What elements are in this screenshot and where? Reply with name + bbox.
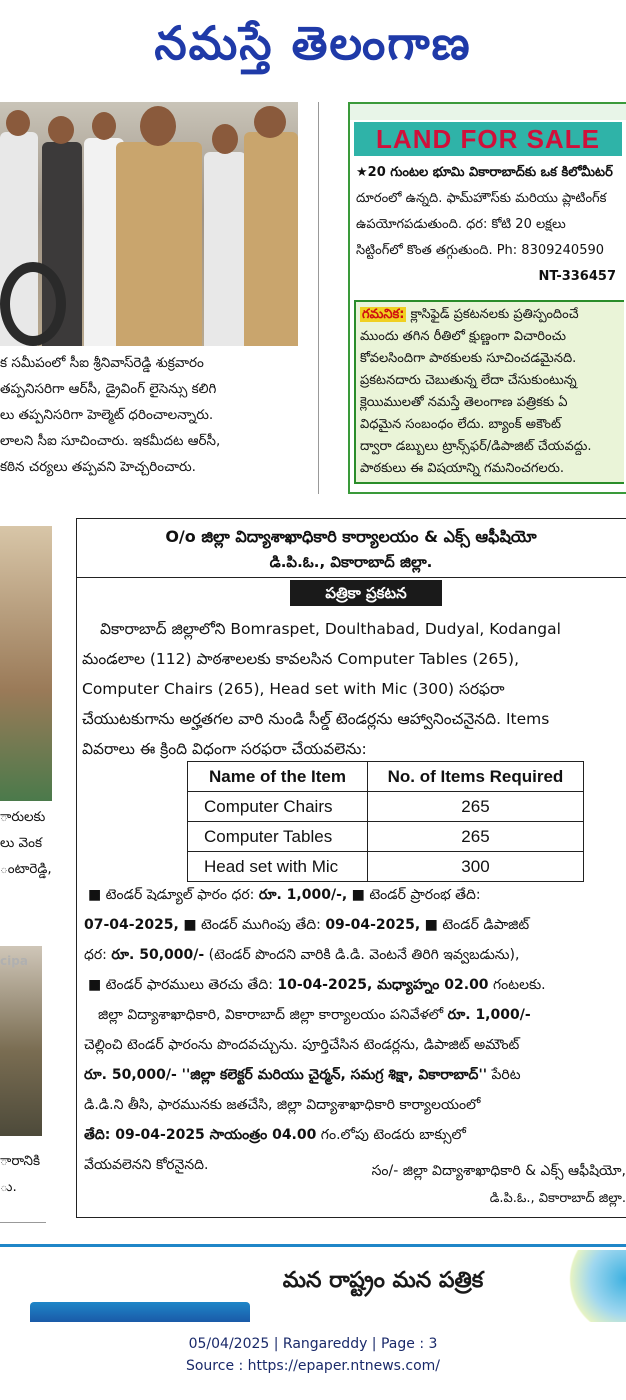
- ad-line: సిట్టింగ్‌లో కొంత తగ్గుతుంది. Ph: 8309240590: [356, 243, 605, 258]
- left-news-photo: [0, 526, 52, 801]
- disclaimer-line: క్లెయిములతో నమస్తే తెలంగాణ పత్రికకు ఏ: [360, 395, 568, 410]
- table-header-row: [188, 762, 584, 792]
- tender-intro: [82, 614, 626, 764]
- edition-info: 05/04/2025 | Rangareddy | Page : 3: [188, 1336, 438, 1352]
- item-name: Computer Chairs: [188, 792, 368, 822]
- story-line: తప్పనిసరిగా ఆర్‌సీ, డ్రైవింగ్ లైసెన్సు కలిగి: [0, 381, 217, 397]
- left-rule: [0, 1222, 46, 1223]
- signature-designation: డి.పి.ఓ., వికారాబాద్ జిల్లా.: [489, 1191, 626, 1206]
- title-divider: [76, 577, 626, 578]
- item-count: 300: [367, 852, 583, 882]
- column-header: Name of the Item: [188, 762, 368, 792]
- newspaper-title: నమస్తే తెలంగాణ: [154, 16, 472, 70]
- item-name: Head set with Mic: [188, 852, 368, 882]
- story-line: క సమీపంలో సీఐ శ్రీనివాస్‌రెడ్డి శుక్రవారం: [0, 355, 204, 371]
- detail-line: వేయవలెనని కోరనైనది.: [84, 1157, 209, 1173]
- ad-title: LAND FOR SALE: [354, 122, 622, 156]
- detail-line: ధర: రూ. 50,000/- (టెండర్ పొందని వారికి డి.డి. వెంటనే తిరిగి ఇవ్వబడును),: [84, 947, 520, 963]
- snippet-line: ంటారెడ్డి,: [0, 861, 52, 877]
- ad-line: దూరంలో ఉన్నది. ఫామ్‌హౌస్‌కు మరియు ప్లాటింగ్‌క: [356, 191, 607, 206]
- disclaimer-line: పాఠకులు ఈ విషయాన్ని గమనించగలరు.: [360, 461, 565, 476]
- intro-line: Computer Chairs (265), Head set with Mic (300) సరఫరా: [82, 680, 505, 698]
- intro-line: వివరాలు ఈ క్రింది విధంగా సరఫరా చేయవలెను:: [82, 740, 367, 758]
- detail-line: తేది: 09-04-2025 సాయంత్రం 04.00 గం.లోపు టెండరు బాక్సులో: [84, 1127, 466, 1143]
- table-row: [188, 822, 584, 852]
- classified-disclaimer: [354, 300, 624, 484]
- left-story-snippet: [0, 804, 52, 882]
- column-divider: [318, 102, 319, 494]
- intro-line: చేయుటకుగాను అర్హతగల వారి నుండి సీల్డ్ టెండర్లను ఆహ్వానించనైనది. Items: [82, 710, 550, 728]
- table-row: [188, 852, 584, 882]
- office-subtitle: డి.పి.ఓ., వికారాబాద్ జిల్లా.: [269, 553, 433, 571]
- intro-line: వికారాబాద్ జిల్లాలోని Bomraspet, Doulthabad, Dudyal, Kodangal: [100, 620, 561, 638]
- news-photo: [0, 102, 298, 346]
- detail-line: చెల్లించి టెండర్ ఫారంను పొందవచ్చును. పూర్తిచేసిన టెండర్లను, డిపాజిట్ అమౌంట్: [84, 1037, 520, 1053]
- land-for-sale-ad: [348, 102, 626, 494]
- intro-line: మండలాల (112) పాఠశాలలకు కావలసిన Computer Tables (265),: [82, 650, 520, 668]
- snippet-line: లు వెంక: [0, 835, 43, 851]
- ad-line: ★20 గుంటల భూమి వికారాబాద్‌కు ఒక కిలోమీటర్: [356, 165, 613, 180]
- story-line: కఠిన చర్యలు తప్పవని హెచ్చరించారు.: [0, 459, 196, 475]
- disclaimer-line: ప్రకటనదారు చెబుతున్న లేదా చేసుకుంటున్న: [360, 373, 577, 388]
- photo-caption-fragment: cipa: [0, 954, 28, 968]
- detail-line: రూ. 50,000/- ''జిల్లా కలెక్టర్ మరియు చైర్మన్, సమగ్ర శిక్షా, వికారాబాద్'' పేరిట: [84, 1067, 521, 1083]
- snippet-line: ారులకు: [0, 809, 46, 825]
- ad-top-strip: [350, 104, 626, 120]
- snippet-line: ారానికి: [0, 1153, 41, 1169]
- detail-line: డి.డి.ని తీసి, ఫారమునకు జతచేసి, జిల్లా విద్యాశాఖాధికారి కార్యాలయంలో: [84, 1097, 481, 1113]
- masthead: [0, 0, 626, 90]
- detail-line: 07-04-2025, ■ టెండర్ ముగింపు తేది: 09-04-2025, ■ టెండర్ డిపాజిట్: [84, 917, 530, 933]
- disclaimer-line: విధమైన సంబంధం లేదు. బ్యాంక్ అకౌంట్: [360, 417, 562, 432]
- source-link[interactable]: Source : https://epaper.ntnews.com/: [185, 1358, 441, 1374]
- item-count: 265: [367, 822, 583, 852]
- detail-line: జిల్లా విద్యాశాఖాధికారి, వికారాబాద్ జిల్లా కార్యాలయం పనివేళలో రూ. 1,000/-: [98, 1007, 531, 1023]
- ad-code: NT-336457: [538, 269, 616, 284]
- ad-line: ఉపయోగపడుతుంది. ధర: కోటి 20 లక్షలు: [356, 217, 566, 232]
- detail-line: ■ టెండర్ షెడ్యూల్ ఫారం ధర: రూ. 1,000/-, ■ టెండర్ ప్రారంభ తేది:: [88, 887, 481, 903]
- items-table: [187, 761, 584, 882]
- disclaimer-line: ద్వారా డబ్బులు ట్రాన్స్‌ఫర్/డిపాజిట్ చేయవద్దు.: [360, 439, 592, 454]
- item-name: Computer Tables: [188, 822, 368, 852]
- disclaimer-label: గమనిక:: [362, 307, 405, 322]
- item-count: 265: [367, 792, 583, 822]
- story-line: లాలని సీఐ సూచించారు. ఇకమీదట ఆర్‌సీ,: [0, 433, 221, 449]
- left-news-photo: [0, 946, 42, 1136]
- signature-line: సం/- జిల్లా విద్యాశాఖాధికారి & ఎక్స్ ఆఫీషియో,: [371, 1163, 626, 1179]
- press-release-badge: పత్రికా ప్రకటన: [290, 580, 442, 606]
- footer-slogan: మన రాష్ట్రం మన పత్రిక: [282, 1268, 484, 1293]
- left-story-snippet: [0, 1148, 40, 1200]
- table-row: [188, 792, 584, 822]
- tender-details: [84, 880, 626, 1180]
- news-story-text: [0, 350, 220, 480]
- footer-masthead-fragment: [30, 1302, 250, 1322]
- column-header: No. of Items Required: [367, 762, 583, 792]
- detail-line: ■ టెండర్ ఫారములు తెరచు తేది: 10-04-2025, మధ్యాహ్నం 02.00 గంటలకు.: [88, 977, 546, 993]
- ad-body: [350, 158, 626, 292]
- snippet-line: ు.: [0, 1179, 17, 1195]
- disclaimer-line: క్లాసిఫైడ్ ప్రకటనలకు ప్రతిస్పందించే: [410, 307, 579, 322]
- disclaimer-line: ముందు తగిన రీతిలో క్షుణ్ణంగా విచారించు: [360, 329, 566, 344]
- office-title: O/o జిల్లా విద్యాశాఖాధికారి కార్యాలయం & ఎక్స్ ఆఫీషియో: [165, 527, 537, 546]
- story-line: లు తప్పనిసరిగా హెల్మెట్ ధరించాలన్నారు.: [0, 407, 214, 423]
- disclaimer-line: కోవలసిందిగా పాఠకులకు సూచించడమైనది.: [360, 351, 577, 366]
